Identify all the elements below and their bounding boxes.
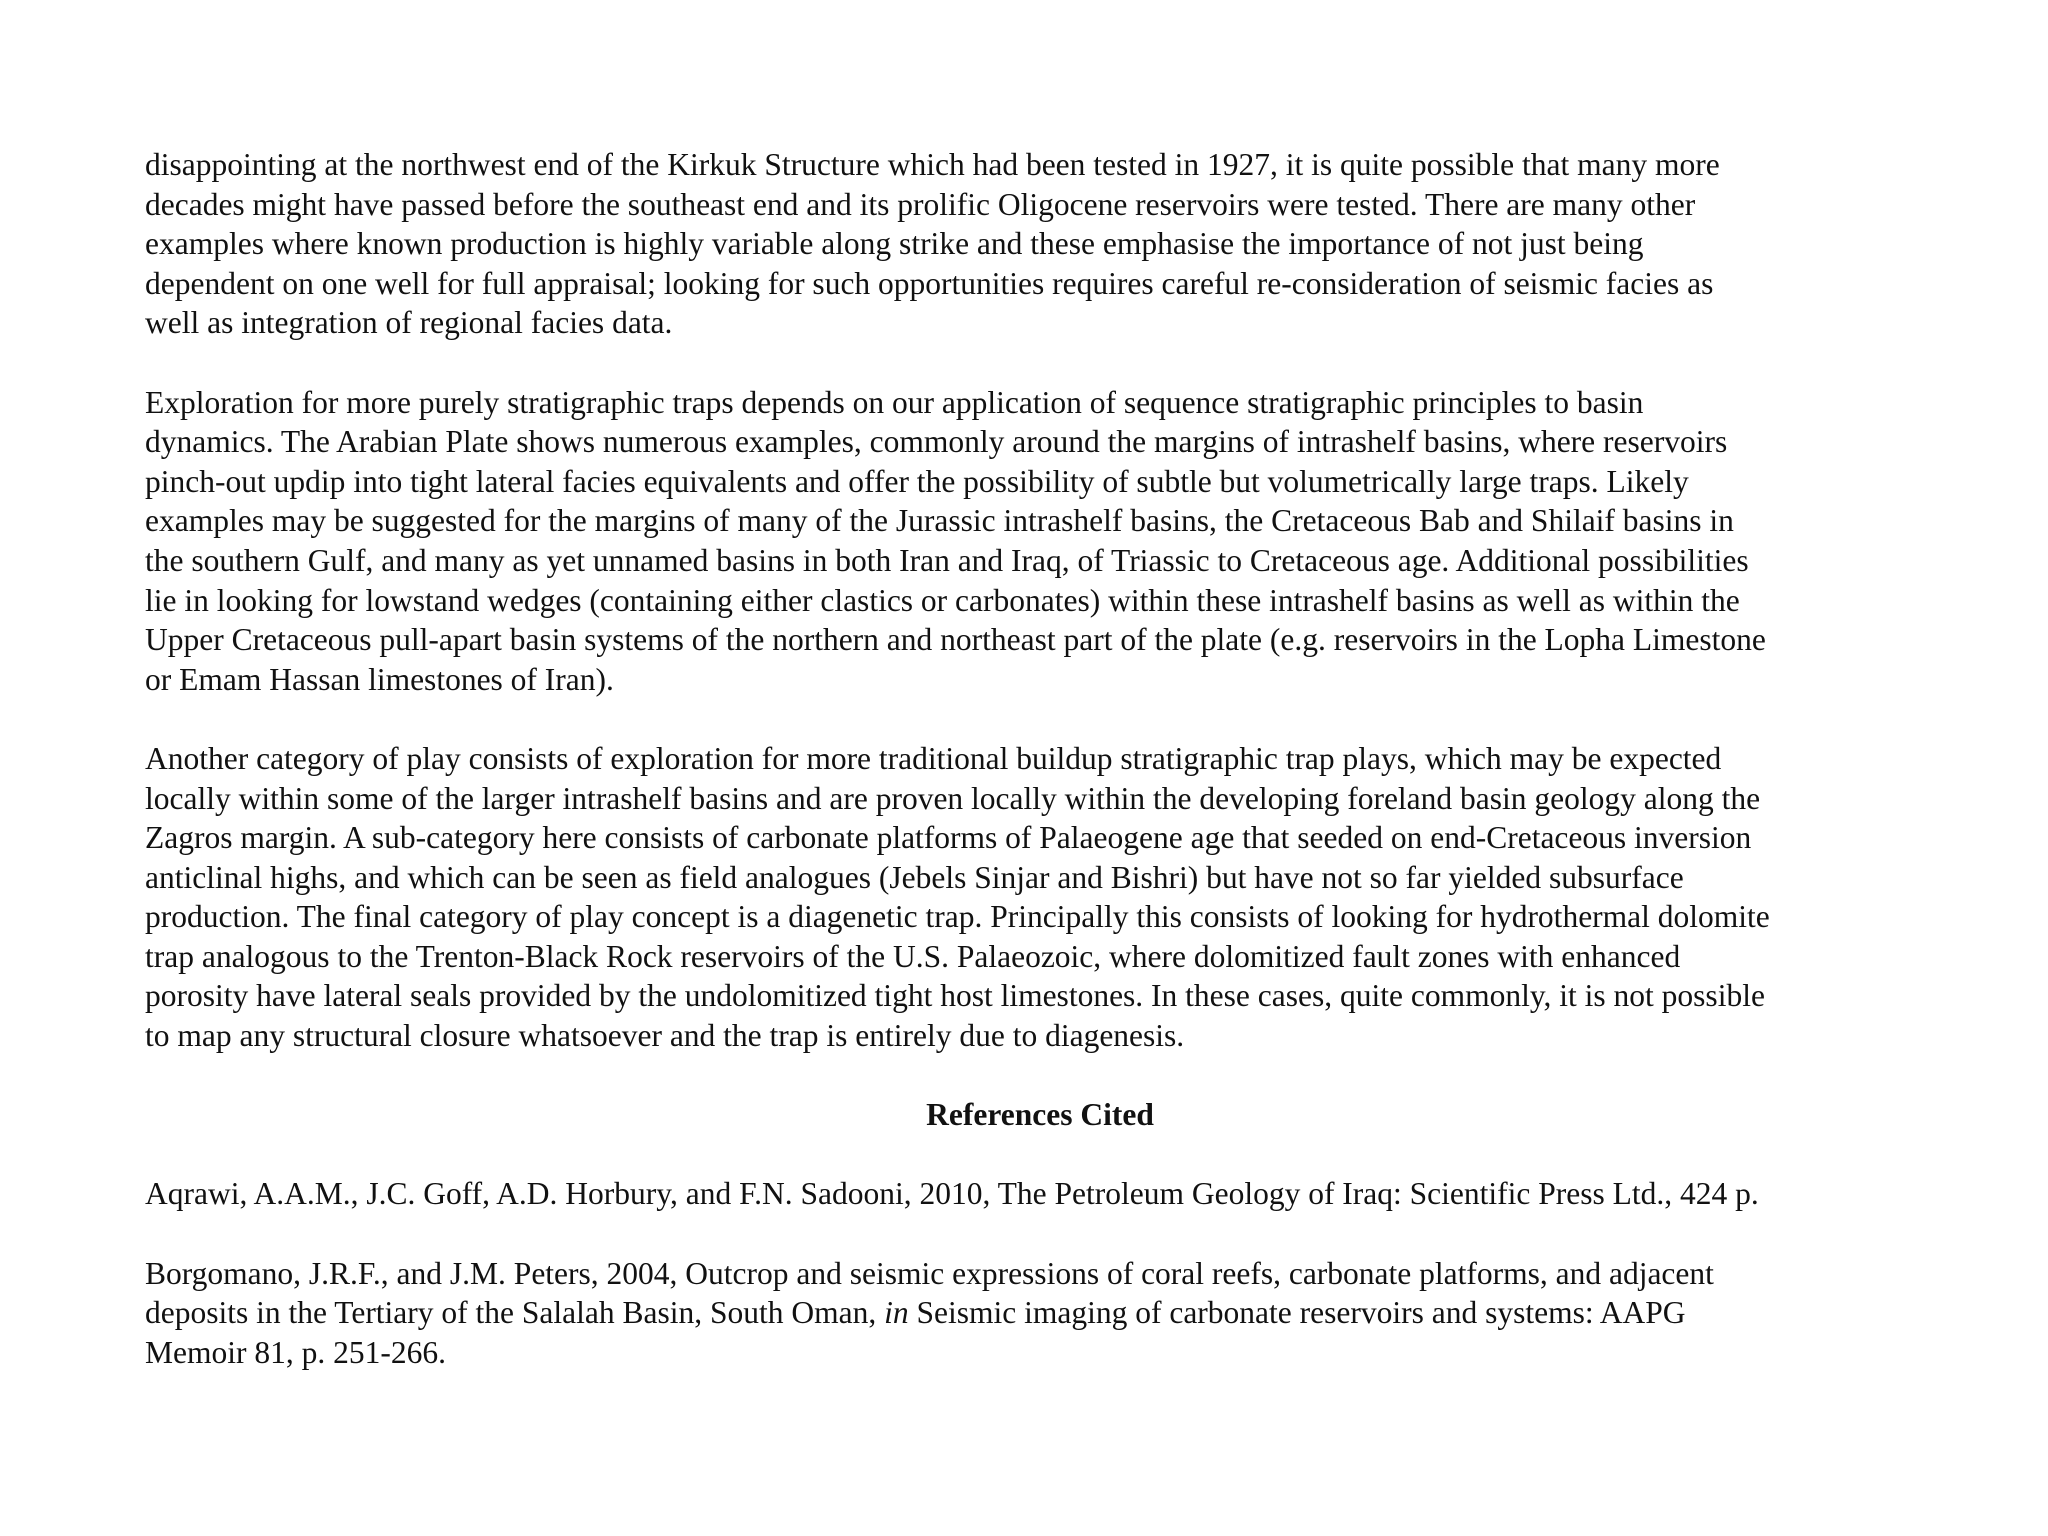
text-line: examples where known production is highly variable along strike and these emphasise the importance of not just being — [145, 226, 1644, 262]
text-line: Another category of play consists of exploration for more traditional buildup stratigraphic trap plays, which may be expected — [145, 740, 1722, 776]
document-page — [145, 145, 1935, 1412]
text-line — [145, 1293, 1935, 1333]
text-segment: Seismic imaging of carbonate reservoirs and systems: AAPG — [908, 1295, 1686, 1331]
references-heading: References Cited — [926, 1097, 1154, 1133]
text-line: or Emam Hassan limestones of Iran). — [145, 661, 614, 697]
text-line: locally within some of the larger intrashelf basins and are proven locally within the developing foreland basin geology along the — [145, 780, 1761, 816]
text-line: Upper Cretaceous pull-apart basin systems of the northern and northeast part of the plate (e.g. reservoirs in the Lopha Limestone — [145, 622, 1766, 658]
text-line: examples may be suggested for the margins of many of the Jurassic intrashelf basins, the Cretaceous Bab and Shilaif basins in — [145, 503, 1734, 539]
reference-entry — [145, 1254, 1935, 1373]
italic-text: in — [884, 1295, 909, 1331]
text-line: the southern Gulf, and many as yet unnamed basins in both Iran and Iraq, of Triassic to Cretaceous age. Additional possibilities — [145, 542, 1749, 578]
text-line: lie in looking for lowstand wedges (containing either clastics or carbonates) within these intrashelf basins as well as within the — [145, 582, 1740, 618]
text-line: trap analogous to the Trenton-Black Rock reservoirs of the U.S. Palaeozoic, where dolomitized fault zones with enhanced — [145, 938, 1681, 974]
text-line: Borgomano, J.R.F., and J.M. Peters, 2004, Outcrop and seismic expressions of coral reefs, carbonate platforms, and adjacent — [145, 1255, 1714, 1291]
body-paragraph — [145, 383, 1935, 700]
text-line: well as integration of regional facies data. — [145, 305, 673, 341]
text-line: dependent on one well for full appraisal; looking for such opportunities requires careful re-consideration of seismic facies as — [145, 265, 1714, 301]
text-line: Memoir 81, p. 251-266. — [145, 1334, 446, 1370]
text-line: Exploration for more purely stratigraphic traps depends on our application of sequence stratigraphic principles to basin — [145, 384, 1644, 420]
text-line: production. The final category of play concept is a diagenetic trap. Principally this consists of looking for hydrothermal dolomite — [145, 899, 1770, 935]
body-paragraph — [145, 145, 1935, 343]
text-line: to map any structural closure whatsoever and the trap is entirely due to diagenesis. — [145, 1018, 1185, 1054]
text-line: Aqrawi, A.A.M., J.C. Goff, A.D. Horbury, and F.N. Sadooni, 2010, The Petroleum Geology of Iraq: Scientific Press Ltd., 424 p. — [145, 1176, 1759, 1212]
text-line: dynamics. The Arabian Plate shows numerous examples, commonly around the margins of intrashelf basins, where reservoirs — [145, 424, 1728, 460]
text-line: porosity have lateral seals provided by the undolomitized tight host limestones. In these cases, quite commonly, it is not possible — [145, 978, 1765, 1014]
text-line: Zagros margin. A sub-category here consists of carbonate platforms of Palaeogene age that seeded on end-Cretaceous inversion — [145, 820, 1752, 856]
text-line: anticlinal highs, and which can be seen as field analogues (Jebels Sinjar and Bishri) but have not so far yielded subsurface — [145, 859, 1684, 895]
text-line: disappointing at the northwest end of the Kirkuk Structure which had been tested in 1927, it is quite possible that many more — [145, 147, 1720, 182]
reference-entry — [145, 1174, 1935, 1214]
text-line: pinch-out updip into tight lateral facies equivalents and offer the possibility of subtle but volumetrically large traps. Likely — [145, 463, 1689, 499]
text-segment: deposits in the Tertiary of the Salalah Basin, South Oman, — [145, 1295, 885, 1331]
body-paragraph — [145, 739, 1935, 1056]
text-line: decades might have passed before the southeast end and its prolific Oligocene reservoirs were tested. There are many other — [145, 186, 1696, 222]
